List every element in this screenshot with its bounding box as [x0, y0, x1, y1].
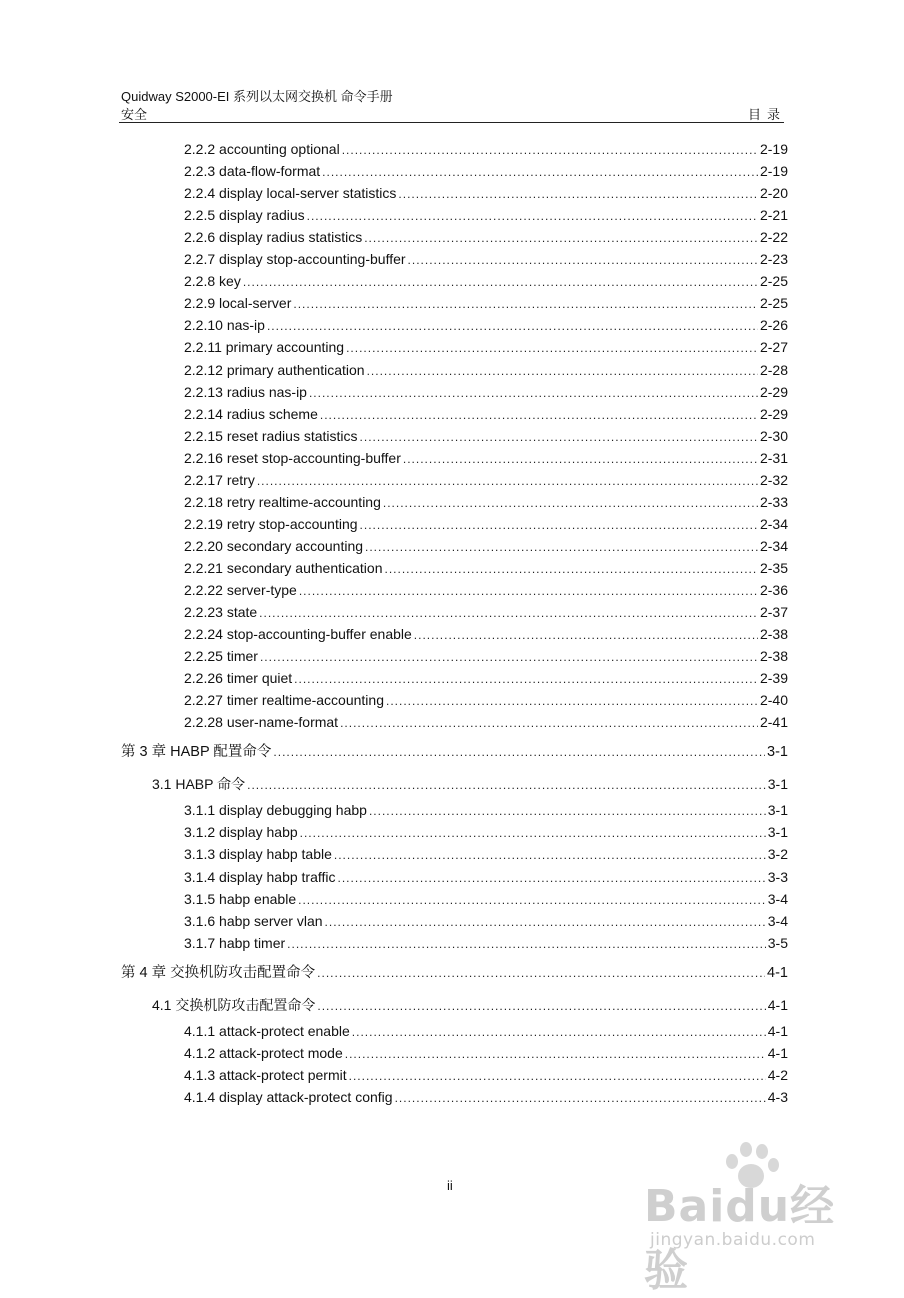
- toc-leader-dots: [340, 713, 758, 733]
- toc-entry-page: 3-3: [767, 868, 788, 885]
- toc-entry-page: 4-1: [767, 996, 788, 1013]
- toc-leader-dots: [259, 603, 758, 623]
- toc-leader-dots: [334, 845, 766, 865]
- toc-entry-title: 2.2.7 display stop-accounting-buffer: [184, 251, 406, 268]
- toc-leader-dots: [395, 1088, 766, 1108]
- toc-entry-page: 2-37: [759, 604, 788, 621]
- toc-entry[interactable]: [121, 742, 788, 762]
- toc-entry[interactable]: [184, 646, 788, 666]
- toc-entry[interactable]: [184, 690, 788, 710]
- toc-leader-dots: [325, 912, 766, 932]
- toc-entry[interactable]: [184, 558, 788, 578]
- toc-entry-title: 2.2.2 accounting optional: [184, 141, 340, 157]
- toc-leader-dots: [299, 581, 758, 601]
- toc-entry-title: 2.2.25 timer: [184, 648, 258, 665]
- toc-entry-title: 2.2.9 local-server: [184, 295, 292, 312]
- toc-leader-dots: [386, 691, 758, 711]
- toc-leader-dots: [309, 383, 758, 403]
- toc-leader-dots: [273, 742, 765, 762]
- header-toc-label: 目录: [748, 107, 787, 122]
- toc-entry[interactable]: [184, 139, 788, 159]
- toc-entry-page: 3-4: [767, 890, 788, 907]
- toc-entry-page: 2-34: [759, 537, 788, 554]
- toc-entry-title: 2.2.16 reset stop-accounting-buffer: [184, 449, 401, 466]
- toc-entry-title: 2.2.6 display radius statistics: [184, 229, 363, 246]
- baidu-watermark: [640, 1140, 870, 1296]
- toc-entry[interactable]: [184, 337, 788, 357]
- toc-entry[interactable]: [184, 844, 788, 864]
- toc-entry-page: 2-30: [759, 427, 788, 444]
- toc-leader-dots: [349, 1066, 766, 1086]
- toc-entry-title: 2.2.19 retry stop-accounting: [184, 515, 358, 532]
- toc-entry[interactable]: [184, 271, 788, 291]
- toc-entry-page: 2-34: [759, 515, 788, 532]
- toc-entry-title: 第 4 章 交换机防攻击配置命令: [121, 964, 316, 981]
- toc-leader-dots: [383, 493, 758, 513]
- toc-entry-title: 3.1 HABP 命令: [152, 776, 246, 793]
- toc-leader-dots: [414, 625, 758, 645]
- toc-leader-dots: [367, 361, 758, 381]
- toc-entry-page: 4-3: [767, 1088, 788, 1105]
- toc-leader-dots: [243, 272, 758, 292]
- toc-entry-page: 3-1: [767, 744, 788, 761]
- toc-entry-page: 2-35: [759, 559, 788, 576]
- toc-entry-title: 2.2.13 radius nas-ip: [184, 383, 307, 400]
- toc-entry[interactable]: [121, 963, 788, 983]
- toc-entry[interactable]: [184, 514, 788, 534]
- toc-entry-page: 3-1: [767, 776, 788, 793]
- toc-entry-page: 2-38: [759, 648, 788, 665]
- toc-leader-dots: [384, 559, 757, 579]
- toc-entry[interactable]: [184, 1065, 788, 1085]
- toc-leader-dots: [342, 140, 758, 160]
- page-number: ii: [447, 1178, 453, 1193]
- toc-entry-page: 4-1: [767, 1044, 788, 1061]
- toc-entry[interactable]: [184, 933, 788, 953]
- toc-entry[interactable]: [184, 668, 788, 688]
- toc-entry-page: 2-28: [759, 361, 788, 378]
- toc-entry-page: 2-33: [759, 493, 788, 510]
- toc-entry[interactable]: [184, 492, 788, 512]
- toc-entry-page: 2-23: [759, 251, 788, 268]
- toc-leader-dots: [364, 228, 758, 248]
- toc-entry-page: 2-29: [759, 383, 788, 400]
- toc-entry-page: 2-31: [759, 449, 788, 466]
- toc-entry[interactable]: [184, 448, 788, 468]
- toc-leader-dots: [317, 963, 765, 983]
- toc-entry-title: 2.2.23 state: [184, 604, 258, 621]
- toc-entry[interactable]: [184, 712, 788, 732]
- toc-entry-page: 2-21: [759, 207, 788, 224]
- toc-leader-dots: [345, 1044, 766, 1064]
- toc-entry-title: 3.1.1 display debugging habp: [184, 802, 367, 819]
- toc-leader-dots: [294, 669, 758, 689]
- toc-entry-title: 2.2.10 nas-ip: [184, 317, 265, 334]
- toc-entry[interactable]: [184, 536, 788, 556]
- toc-leader-dots: [360, 515, 758, 535]
- toc-entry-page: 2-36: [759, 582, 788, 598]
- toc-leader-dots: [352, 1022, 766, 1042]
- header-title: Quidway S2000-EI 系列以太网交换机 命令手册: [121, 89, 393, 104]
- toc-entry[interactable]: [184, 360, 788, 380]
- toc-entry[interactable]: [184, 889, 788, 909]
- toc-entry-title: 2.2.3 data-flow-format: [184, 163, 321, 180]
- toc-entry-title: 2.2.21 secondary authentication: [184, 559, 383, 576]
- toc-entry[interactable]: [184, 161, 788, 181]
- toc-leader-dots: [322, 162, 758, 182]
- toc-entry-title: 2.2.18 retry realtime-accounting: [184, 493, 381, 510]
- toc-entry-title: 2.2.27 timer realtime-accounting: [184, 692, 384, 709]
- watermark-logo: Baidu经验: [644, 1181, 836, 1296]
- toc-entry[interactable]: [152, 774, 788, 794]
- toc-entry[interactable]: [184, 822, 788, 842]
- toc-entry-page: 2-27: [759, 339, 788, 356]
- toc-entry-title: 2.2.24 stop-accounting-buffer enable: [184, 626, 412, 643]
- toc-entry-title: 4.1.4 display attack-protect config: [184, 1088, 393, 1105]
- toc-leader-dots: [293, 294, 758, 314]
- toc-leader-dots: [398, 184, 758, 204]
- toc-entry[interactable]: [184, 580, 788, 600]
- toc-entry[interactable]: [184, 1087, 788, 1107]
- toc-entry[interactable]: [184, 470, 788, 490]
- toc-entry-page: 3-2: [767, 846, 788, 863]
- toc-entry-title: 2.2.4 display local-server statistics: [184, 185, 397, 202]
- toc-entry-page: 3-5: [767, 934, 788, 951]
- toc-entry-page: 2-41: [759, 714, 788, 731]
- toc-entry-page: 3-4: [767, 912, 788, 929]
- toc-entry[interactable]: [184, 911, 788, 931]
- toc-leader-dots: [257, 471, 758, 491]
- toc-entry[interactable]: [184, 867, 788, 887]
- toc-entry-page: 4-1: [767, 964, 788, 981]
- toc-entry[interactable]: [184, 426, 788, 446]
- toc-entry[interactable]: [184, 602, 788, 622]
- toc-entry-page: 2-25: [759, 273, 788, 290]
- toc-entry-title: 3.1.6 habp server vlan: [184, 912, 323, 929]
- toc-leader-dots: [247, 775, 766, 795]
- toc-entry-page: 2-19: [759, 141, 788, 157]
- toc-entry-page: 2-22: [759, 229, 788, 246]
- toc-entry-page: 2-39: [759, 670, 788, 687]
- toc-leader-dots: [338, 868, 766, 888]
- toc-entry-title: 2.2.8 key: [184, 273, 241, 290]
- toc-entry-page: 2-25: [759, 295, 788, 312]
- toc-entry[interactable]: [184, 227, 788, 247]
- toc-leader-dots: [287, 934, 766, 954]
- toc-entry[interactable]: [184, 382, 788, 402]
- toc-entry-page: 2-26: [759, 317, 788, 334]
- toc-entry-title: 2.2.11 primary accounting: [184, 339, 345, 356]
- toc-entry-page: 2-40: [759, 692, 788, 709]
- toc-leader-dots: [320, 405, 758, 425]
- toc-entry[interactable]: [184, 205, 788, 225]
- toc-entry-title: 4.1.1 attack-protect enable: [184, 1022, 350, 1039]
- toc-entry[interactable]: [184, 1043, 788, 1063]
- watermark-url: jingyan.baidu.com: [650, 1230, 816, 1250]
- toc-entry-title: 3.1.5 habp enable: [184, 890, 297, 907]
- toc-entry-title: 2.2.5 display radius: [184, 207, 305, 224]
- toc-leader-dots: [317, 996, 765, 1016]
- toc-entry-title: 4.1.2 attack-protect mode: [184, 1044, 343, 1061]
- toc-entry[interactable]: [184, 1021, 788, 1041]
- toc-entry-title: 2.2.26 timer quiet: [184, 670, 293, 687]
- toc-entry[interactable]: [184, 624, 788, 644]
- toc-entry-title: 4.1.3 attack-protect permit: [184, 1066, 347, 1083]
- toc-leader-dots: [360, 427, 758, 447]
- toc-entry-title: 2.2.28 user-name-format: [184, 714, 339, 731]
- toc-entry-page: 2-38: [759, 626, 788, 643]
- toc-entry-title: 2.2.15 reset radius statistics: [184, 427, 358, 444]
- toc-entry-page: 2-20: [759, 185, 788, 202]
- toc-entry[interactable]: [152, 995, 788, 1015]
- toc-entry-title: 2.2.20 secondary accounting: [184, 537, 364, 554]
- toc-entry[interactable]: [184, 800, 788, 820]
- toc-entry[interactable]: [184, 249, 788, 269]
- toc-entry-title: 3.1.2 display habp: [184, 824, 298, 841]
- toc-leader-dots: [298, 890, 766, 910]
- toc-entry[interactable]: [184, 183, 788, 203]
- toc-entry-title: 第 3 章 HABP 配置命令: [121, 744, 272, 761]
- toc-leader-dots: [365, 537, 758, 557]
- toc-leader-dots: [267, 316, 758, 336]
- toc-entry-title: 2.2.12 primary authentication: [184, 361, 365, 378]
- header-section: 安全: [121, 107, 148, 122]
- toc-entry-title: 2.2.17 retry: [184, 471, 255, 488]
- toc-entry-page: 4-2: [767, 1066, 788, 1083]
- toc-entry-title: 3.1.4 display habp traffic: [184, 868, 336, 885]
- toc-leader-dots: [346, 338, 758, 358]
- toc-entry-title: 2.2.14 radius scheme: [184, 405, 318, 422]
- toc-entry-page: 2-32: [759, 471, 788, 488]
- toc-entry[interactable]: [184, 404, 788, 424]
- toc-leader-dots: [403, 449, 758, 469]
- toc-entry-page: 3-1: [767, 802, 788, 819]
- toc-leader-dots: [307, 206, 758, 226]
- toc-entry-title: 2.2.22 server-type: [184, 582, 297, 598]
- toc-leader-dots: [260, 647, 758, 667]
- toc-entry[interactable]: [184, 315, 788, 335]
- toc-entry-page: 4-1: [767, 1022, 788, 1039]
- toc-leader-dots: [300, 823, 766, 843]
- toc-entry-page: 3-1: [767, 824, 788, 841]
- toc-entry[interactable]: [184, 293, 788, 313]
- toc-entry-title: 4.1 交换机防攻击配置命令: [152, 996, 316, 1013]
- toc-entry-page: 2-29: [759, 405, 788, 422]
- toc-entry-title: 3.1.7 habp timer: [184, 934, 286, 951]
- toc-leader-dots: [408, 250, 758, 270]
- toc-entry-page: 2-19: [759, 163, 788, 180]
- toc-leader-dots: [369, 801, 766, 821]
- header-divider: [119, 122, 784, 123]
- toc-entry-title: 3.1.3 display habp table: [184, 846, 332, 863]
